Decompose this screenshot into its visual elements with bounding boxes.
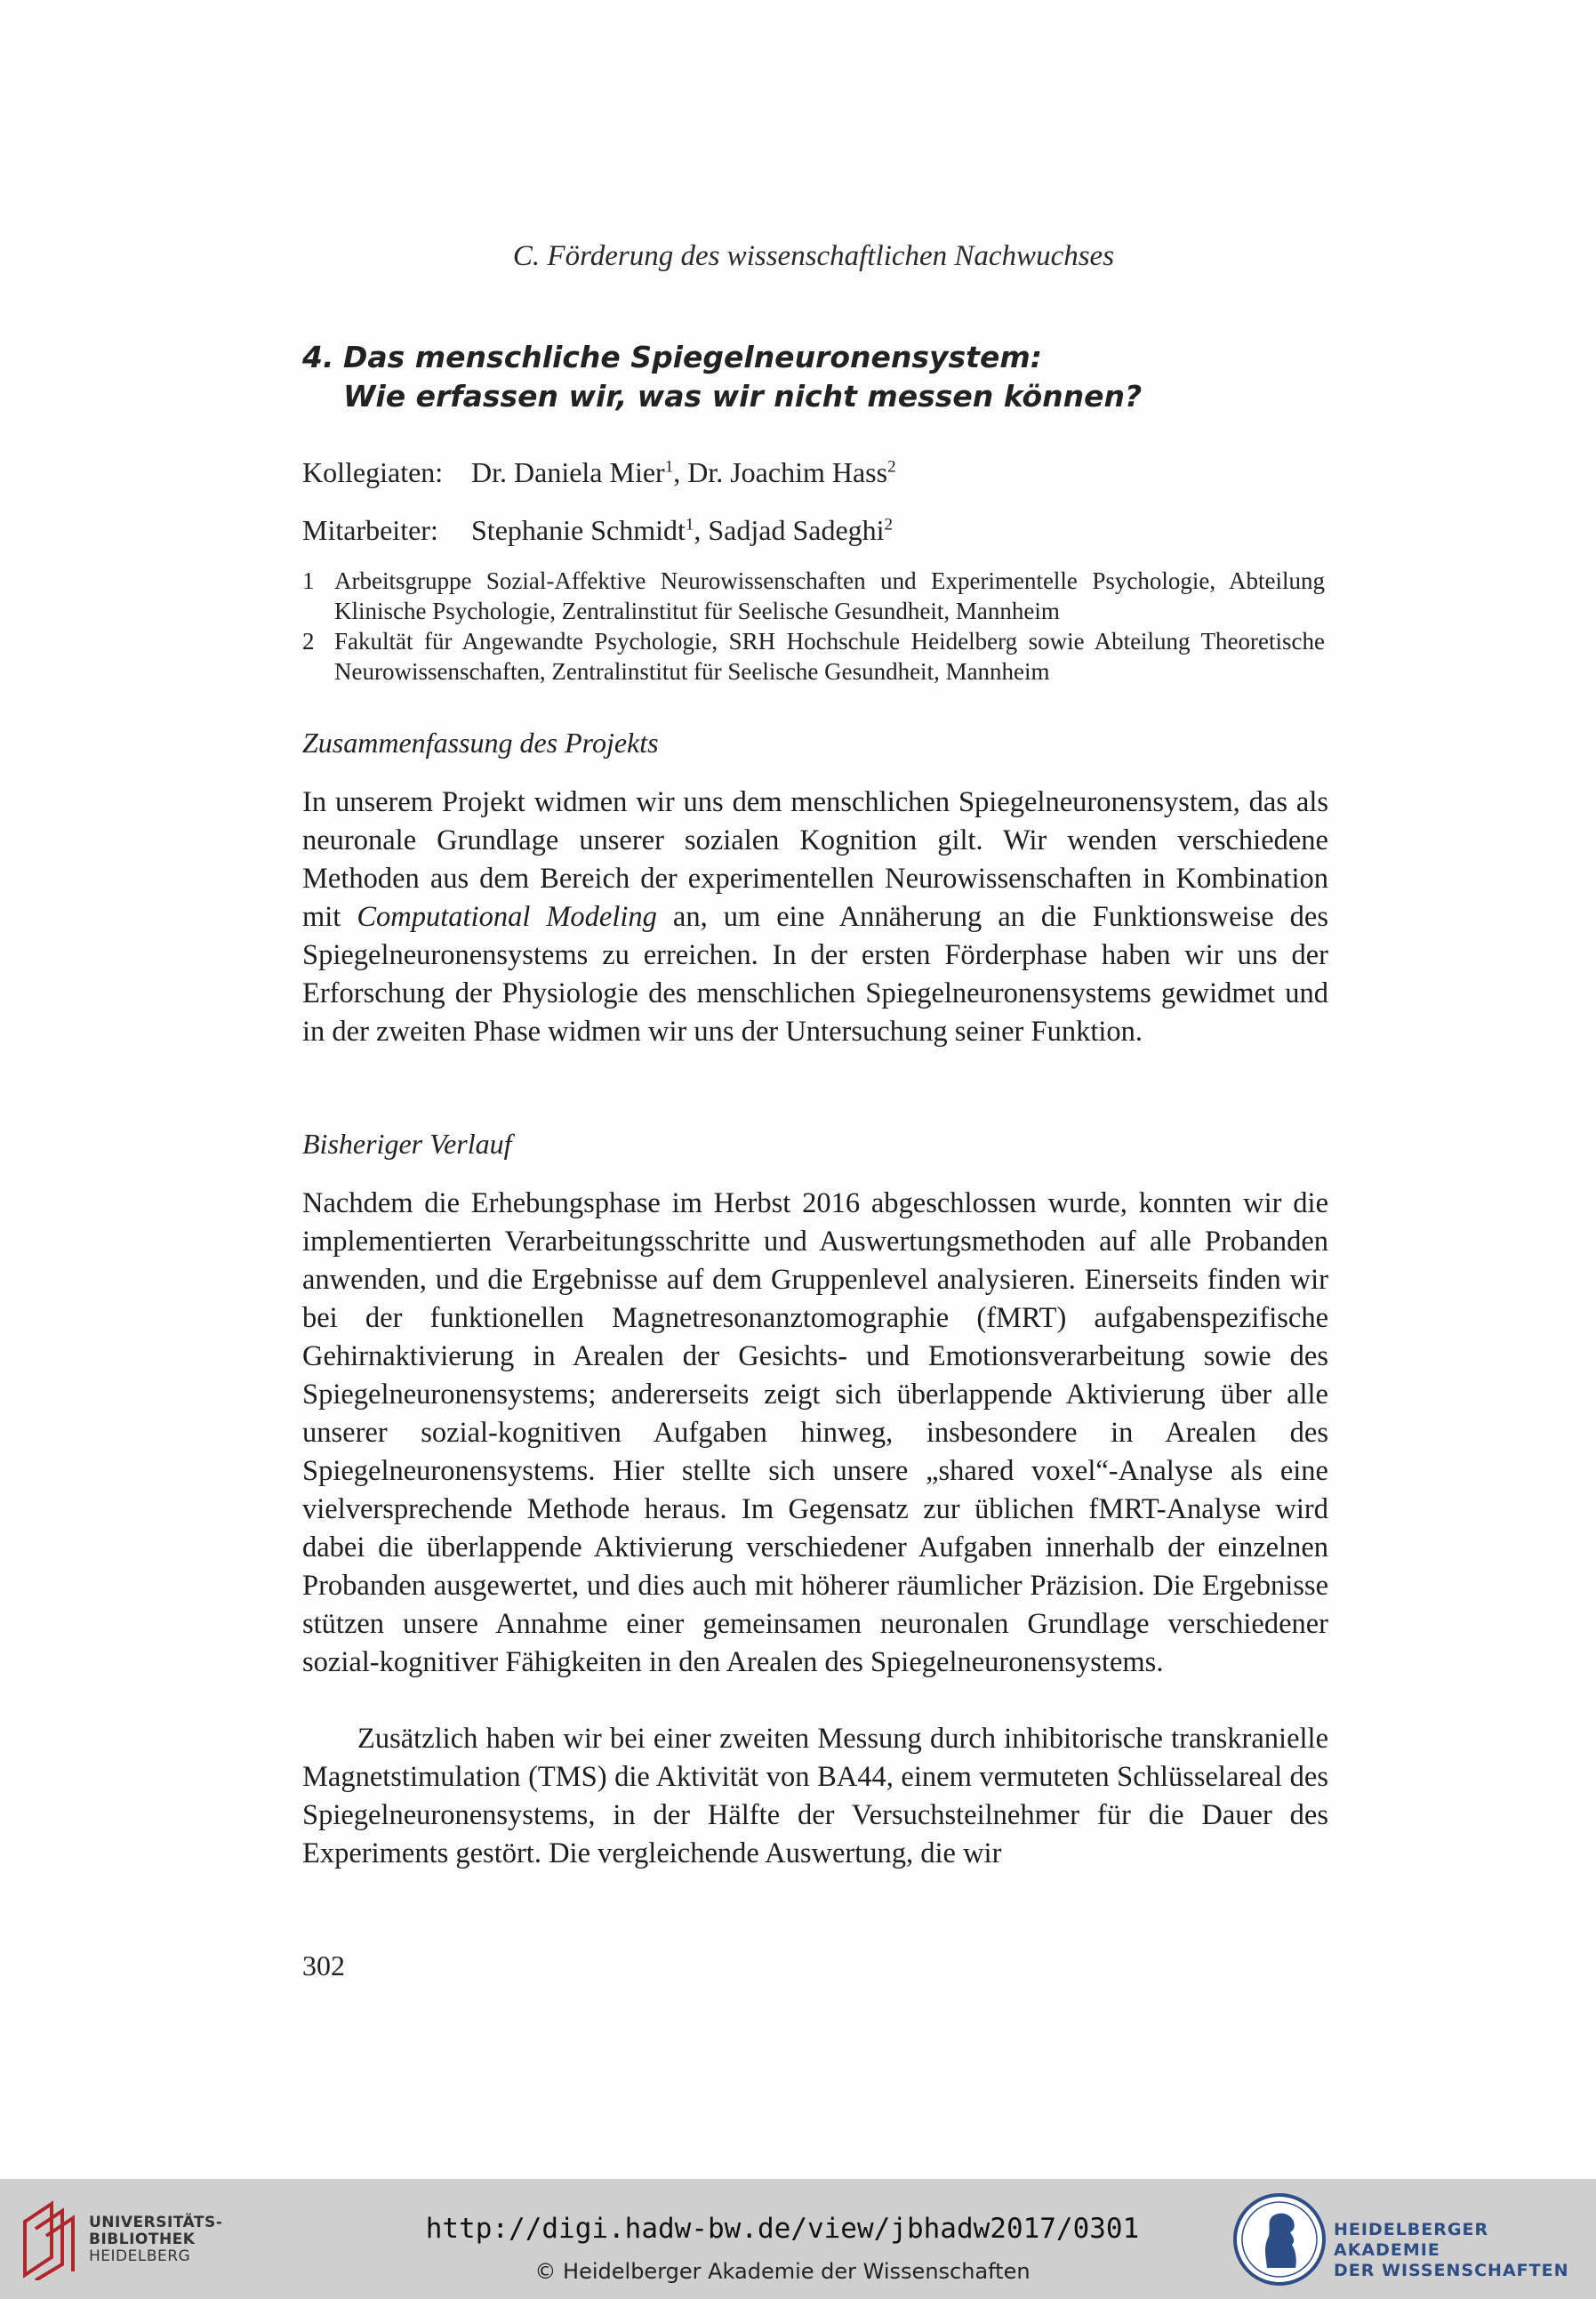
academy-name-line1: HEIDELBERGER AKADEMIE (1334, 2220, 1489, 2260)
chapter-title (302, 338, 1325, 416)
academy-name (1334, 2220, 1596, 2281)
progress-paragraph-1: Nachdem die Erhebungsphase im Herbst 2016 abgeschlossen wurde, konnten wir die implementierten Verarbeitungsschritte und Auswertungsmethoden auf alle Probanden anwenden, und die Ergebnisse auf dem Gruppenlevel analysieren. Einerseits finden wir bei der funktionellen Magnetresonanztomographie (fMRT) aufgabenspezifische Gehirnaktivierung in Arealen der Gesichts- und Emotionsverarbeitung sowie des Spiegelneuronensystems; andererseits zeigt sich überlappende Aktivierung über alle unserer sozial-kognitiven Aufgaben hinweg, insbesondere in Arealen des Spiegelneuronensystems. Hier stellte sich unsere „shared voxel“-Analyse als eine vielversprechende Methode heraus. Im Gegensatz zur üblichen fMRT-Analyse wird dabei die überlappende Aktivierung verschiedener Aufgaben innerhalb der einzelnen Probanden ausgewertet, und dies auch mit höherer räumlicher Präzision. Die Ergebnisse stützen unsere Annahme einer gemeinsamen neuronalen Grundlage verschiedener sozial-kognitiver Fähigkeiten in den Arealen des Spiegelneuronensystems. (302, 1187, 1328, 1678)
affiliation-marker: 2 (887, 457, 896, 477)
summary-paragraph (302, 784, 1328, 1051)
permalink-url[interactable]: http://digi.hadw-bw.de/view/jbhadw2017/0301 (425, 2213, 1140, 2245)
chapter-title-line2: Wie erfassen wir, was wir nicht messen können? (343, 379, 1143, 414)
name-separator: , (673, 456, 688, 488)
mitarbeiter-name: Stephanie Schmidt (471, 514, 686, 546)
summary-emphasis: Computational Modeling (357, 901, 657, 933)
ub-name-line3: HEIDELBERG (89, 2247, 191, 2265)
academy-name-line2: DER WISSENSCHAFTEN (1334, 2261, 1569, 2280)
page-number: 302 (302, 1949, 345, 1981)
university-library-logo-icon (20, 2195, 75, 2280)
affiliation-marker: 1 (664, 457, 674, 477)
mitarbeiter-line (302, 514, 1325, 547)
kollegiat-name: Dr. Daniela Mier (471, 456, 665, 488)
section-heading-summary: Zusammenfassung des Projekts (302, 727, 659, 759)
mitarbeiter-label: Mitarbeiter: (302, 514, 438, 546)
affiliation-item (302, 626, 1325, 687)
kollegiaten-label: Kollegiaten: (302, 456, 444, 488)
ub-name-line2: BIBLIOTHEK (89, 2231, 196, 2248)
section-heading-progress: Bisheriger Verlauf (302, 1128, 512, 1160)
affiliation-marker: 1 (685, 515, 694, 535)
affiliation-text: Arbeitsgruppe Sozial-Affektive Neurowissenschaften und Experimentelle Psychologie, Abteilung Klinische Psychologie, Zentralinstitut für Seelische Gesundheit, Mannheim (334, 567, 1325, 624)
chapter-title-line1: Das menschliche Spiegelneuronensystem: (343, 340, 1042, 374)
summary-text-a: In unserem Projekt widmen wir uns dem menschlichen Spiegelneuronensystem, das als neuronale Grundlage unserer sozialen Kognition gilt. Wir wenden verschiedene Methoden aus dem Bereich der experimentellen Neurowissenschaften in Kombination mit (302, 786, 1328, 933)
summary-text-b: an, um eine Annäherung an die Funktionsweise des Spiegelneuronensystems zu erreichen. In der ersten Förderphase haben wir uns der Erforschung der Physiologie des menschlichen Spiegelneuronensystems gewidmet und in der zweiten Phase widmen wir uns der Untersuchung seiner Funktion. (302, 901, 1328, 1048)
affiliation-number: 2 (302, 628, 315, 655)
mitarbeiter-name: Sadjad Sadeghi (708, 514, 885, 546)
ub-name-line1: UNIVERSITÄTS- (89, 2214, 223, 2231)
chapter-number: 4. (302, 340, 334, 374)
name-separator: , (694, 514, 709, 546)
kollegiat-name: Dr. Joachim Hass (687, 456, 888, 488)
affiliation-number: 1 (302, 567, 315, 594)
affiliation-text: Fakultät für Angewandte Psychologie, SRH Hochschule Heidelberg sowie Abteilung Theoretische Neurowissenschaften, Zentralinstitut für Seelische Gesundheit, Mannheim (334, 628, 1325, 685)
affiliation-item (302, 566, 1325, 626)
affiliation-marker: 2 (884, 515, 894, 535)
kollegiaten-line (302, 456, 1325, 489)
progress-paragraph-2: Zusätzlich haben wir bei einer zweiten Messung durch inhibitorische transkranielle Magnetstimulation (TMS) die Aktivität von BA44, einem vermuteten Schlüsselareal des Spiegelneuronensystems, in der Hälfte der Versuchsteilnehmer für die Dauer des Experiments gestört. Die vergleichende Auswertung, die wir (302, 1723, 1328, 1869)
academy-seal-icon (1231, 2191, 1327, 2287)
university-library-name (89, 2215, 222, 2265)
running-head: C. Förderung des wissenschaftlichen Nachwuchses (512, 240, 1115, 272)
digitization-footer (0, 2179, 1596, 2299)
copyright-notice: © Heidelberger Akademie der Wissenschaften (534, 2259, 1031, 2284)
